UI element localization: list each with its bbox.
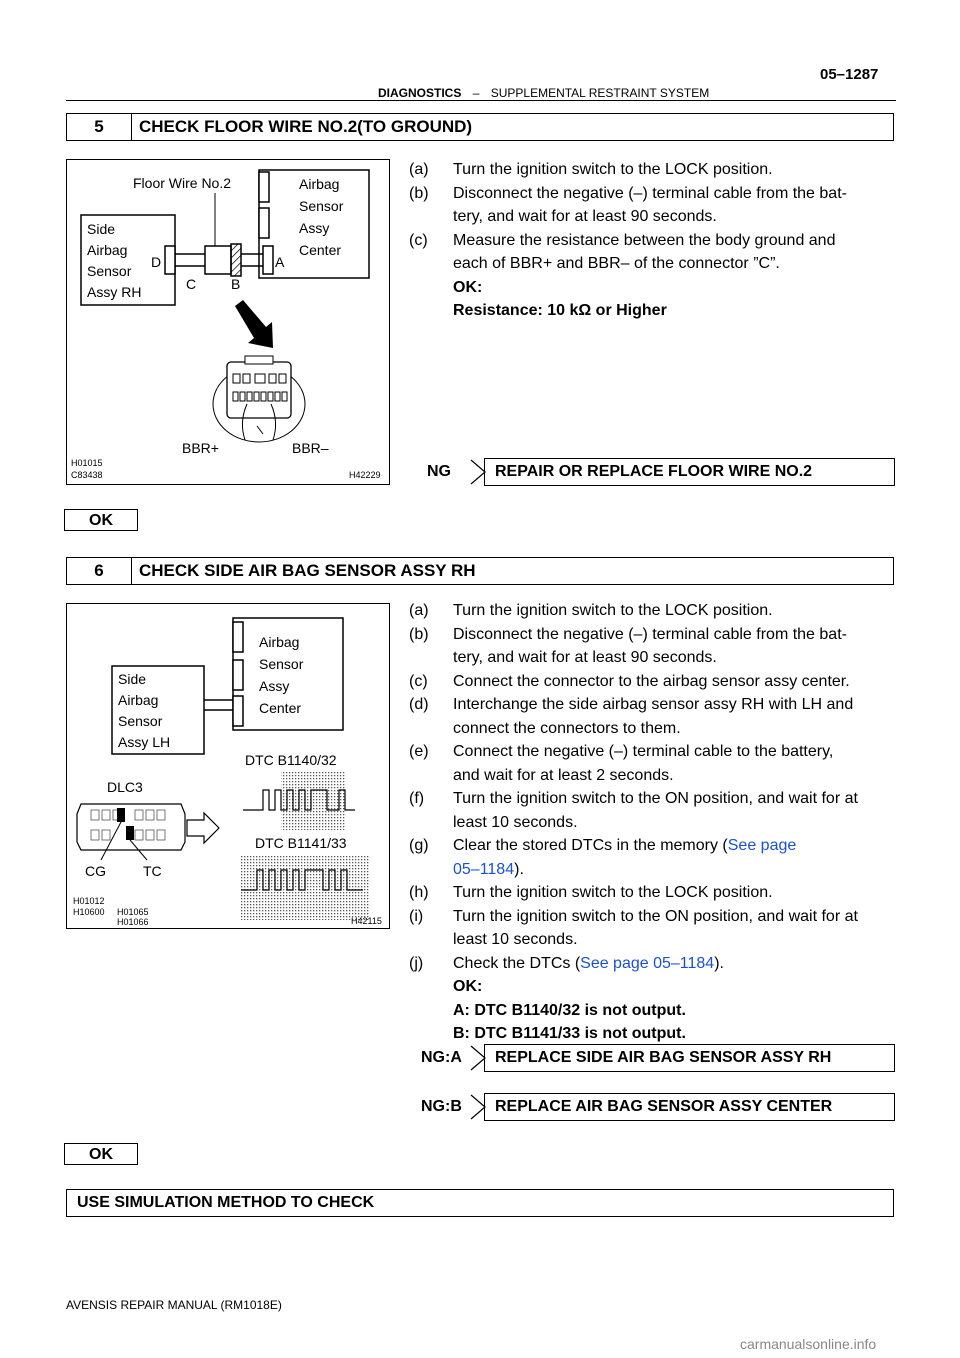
running-header	[378, 86, 709, 100]
step6-item-b: (b) Disconnect the negative (–) terminal cable from the bat- tery, and wait for at least 90 seconds.	[409, 625, 847, 666]
step6-ng-b-tag: NG:B	[421, 1098, 462, 1115]
fig6-code-left-1: H01012	[73, 896, 105, 906]
connector-b	[231, 244, 241, 276]
fig6-code-mid-1: H01065	[117, 907, 149, 917]
step5-ng-tag: NG	[427, 463, 451, 480]
connector-c	[205, 246, 231, 274]
down-arrow-icon	[235, 300, 273, 348]
dtc-b1140-label: DTC B1140/32	[245, 752, 337, 768]
step6-ng-b-row	[409, 1093, 895, 1121]
airbag-center-line3: Assy	[299, 220, 330, 236]
side-airbag-lh-line4: Assy LH	[118, 734, 171, 750]
see-page-link-2[interactable]: See page 05–1184	[580, 954, 715, 972]
tc-terminal	[126, 826, 134, 840]
airbag-center-line3: Assy	[259, 678, 290, 694]
final-action-box[interactable]: USE SIMULATION METHOD TO CHECK	[66, 1189, 894, 1217]
step6-item-d: (d) Interchange the side airbag sensor assy RH with LH and connect the connectors to them.	[409, 696, 854, 737]
bbr-minus-label: BBR–	[292, 440, 329, 456]
step6-ng-b-action[interactable]: REPLACE AIR BAG SENSOR ASSY CENTER	[484, 1093, 895, 1121]
step6-ok-tab[interactable]: OK	[64, 1143, 138, 1165]
step5-ok-tab[interactable]: OK	[64, 509, 138, 531]
connector-c-face	[227, 362, 291, 418]
airbag-center-line1: Airbag	[299, 176, 340, 192]
airbag-center-line2: Sensor	[259, 656, 304, 672]
fig5-code-left-2: C83438	[71, 470, 103, 480]
step5-ok-criteria: OK: Resistance: 10 kΩ or Higher	[453, 278, 667, 319]
step6-instructions	[409, 599, 895, 1046]
floor-wire-label: Floor Wire No.2	[133, 175, 232, 191]
step6-title: CHECK SIDE AIR BAG SENSOR ASSY RH	[139, 561, 476, 580]
right-arrow-icon	[187, 813, 219, 843]
dtc-b1141-label: DTC B1141/33	[255, 835, 347, 851]
header-rule	[66, 100, 896, 101]
bbr-plus-label: BBR+	[182, 440, 219, 456]
fig5-code-right: H42229	[349, 470, 381, 480]
step5-number: 5	[67, 114, 132, 140]
connector-d-label: D	[151, 254, 162, 270]
fig6-code-left-2: H10600	[73, 907, 105, 917]
side-airbag-rh-line1: Side	[87, 221, 116, 237]
connector-a	[263, 246, 273, 274]
step6-item-e: (e) Connect the negative (–) terminal cable to the battery, and wait for at least 2 seconds.	[409, 743, 834, 784]
page-number: 05–1287	[820, 66, 879, 83]
step6-number: 6	[67, 558, 132, 584]
step6-item-j: (j) Check the DTCs (See page 05–1184).	[409, 954, 724, 972]
step5-figure	[66, 159, 390, 485]
step6-figure	[66, 603, 390, 929]
side-airbag-lh-line3: Sensor	[118, 713, 163, 729]
airbag-center-line1: Airbag	[259, 634, 300, 650]
step5-item-c: (c) Measure the resistance between the body ground and each of BBR+ and BBR– of the connector ”C”.	[409, 231, 836, 272]
side-airbag-lh-line1: Side	[118, 671, 147, 687]
connector-c-label: C	[186, 276, 197, 292]
step6-ng-a-action[interactable]: REPLACE SIDE AIR BAG SENSOR ASSY RH	[484, 1044, 895, 1072]
step5-ng-row	[409, 458, 895, 486]
step6-item-h: (h) Turn the ignition switch to the LOCK position.	[409, 884, 773, 901]
airbag-center-line4: Center	[299, 242, 342, 258]
step6-diagram	[67, 604, 389, 928]
footer-manual-title: AVENSIS REPAIR MANUAL (RM1018E)	[66, 1298, 282, 1312]
step5-title: CHECK FLOOR WIRE NO.2(TO GROUND)	[139, 117, 473, 136]
step5-instructions	[409, 158, 895, 323]
connector-b-label: B	[231, 276, 241, 292]
step6-title-bar	[66, 557, 894, 585]
dtc1-cross-shade	[281, 772, 345, 830]
side-airbag-lh-line2: Airbag	[118, 692, 159, 708]
step6-ok-criteria: OK: A: DTC B1140/32 is not output. B: DTC B1141/33 is not output.	[453, 978, 686, 1042]
fig5-code-left-1: H01015	[71, 458, 103, 468]
step6-item-c: (c) Connect the connector to the airbag sensor assy center.	[409, 672, 850, 690]
step6-ng-a-row	[409, 1044, 895, 1072]
tc-label: TC	[143, 863, 162, 879]
step5-title-bar	[66, 113, 894, 141]
step6-item-i: (i) Turn the ignition switch to the ON position, and wait for at least 10 seconds.	[409, 907, 858, 948]
step6-item-g: (g) Clear the stored DTCs in the memory (See page 05–1184).	[409, 837, 797, 878]
fig6-code-right: H42115	[351, 916, 382, 926]
step5-ng-action[interactable]: REPAIR OR REPLACE FLOOR WIRE NO.2	[484, 458, 895, 486]
side-airbag-rh-line2: Airbag	[87, 242, 128, 258]
step6-item-f: (f) Turn the ignition switch to the ON position, and wait for at least 10 seconds.	[409, 790, 858, 831]
fig6-code-mid-2: H01066	[117, 917, 149, 927]
watermark: carmanualsonline.info	[740, 1336, 877, 1352]
see-page-link-1[interactable]: See page	[727, 837, 797, 854]
header-section: DIAGNOSTICS	[378, 86, 462, 100]
connector-a-label: A	[275, 254, 285, 270]
step6-item-a: (a) Turn the ignition switch to the LOCK position.	[409, 602, 773, 619]
connector-d	[165, 246, 175, 274]
header-subsection: SUPPLEMENTAL RESTRAINT SYSTEM	[490, 86, 710, 100]
step5-item-a: (a) Turn the ignition switch to the LOCK position.	[409, 161, 773, 178]
airbag-center-line4: Center	[259, 700, 302, 716]
cg-label: CG	[85, 863, 106, 879]
step5-diagram	[67, 160, 389, 484]
step5-item-b: (b) Disconnect the negative (–) terminal cable from the bat- tery, and wait for at least 90 seconds.	[409, 184, 847, 225]
cg-terminal	[117, 808, 125, 822]
airbag-center-line2: Sensor	[299, 198, 344, 214]
step6-ng-a-tag: NG:A	[421, 1049, 462, 1066]
side-airbag-rh-line4: Assy RH	[87, 284, 142, 300]
side-airbag-rh-line3: Sensor	[87, 263, 132, 279]
see-page-link-1-cont[interactable]: 05–1184	[453, 860, 515, 878]
header-dash: –	[472, 86, 480, 100]
dlc3-label: DLC3	[107, 779, 143, 795]
